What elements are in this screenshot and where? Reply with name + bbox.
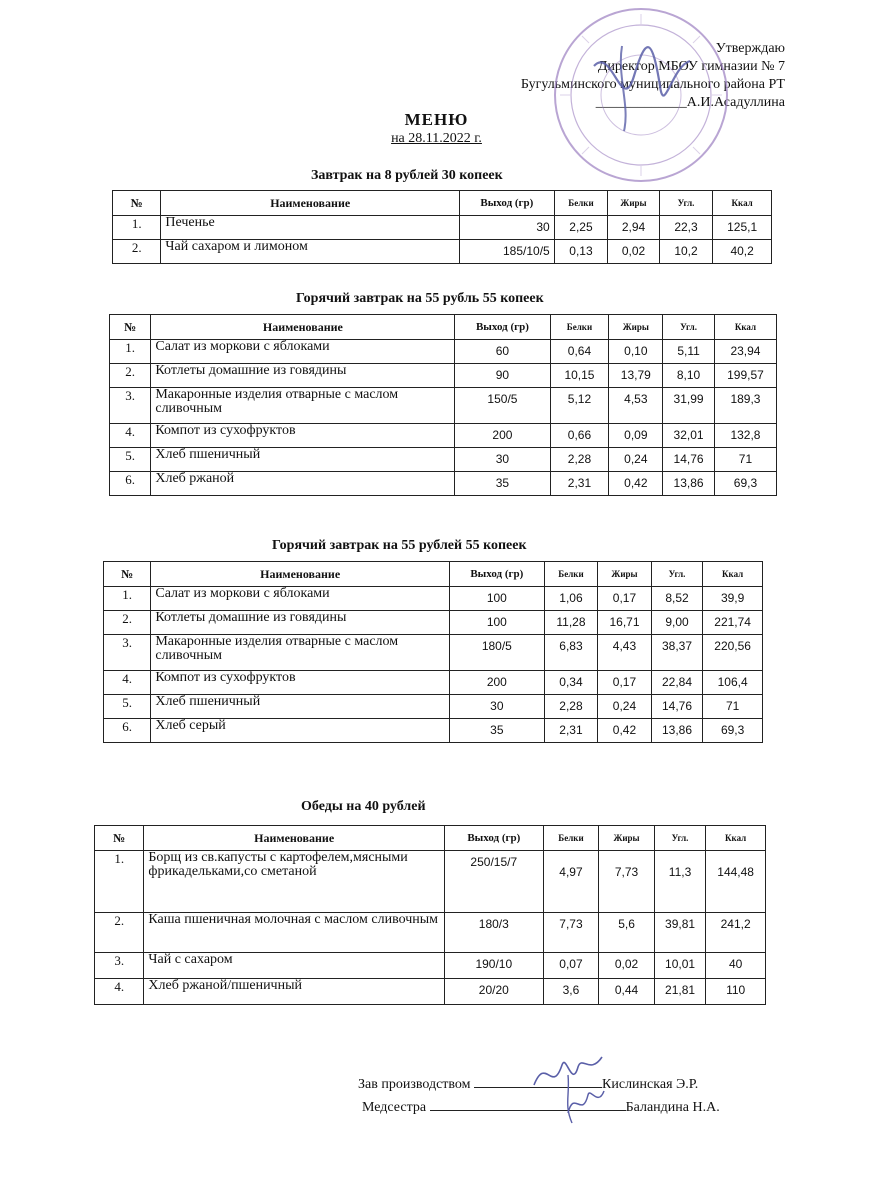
row-fat: 0,09 <box>609 424 663 448</box>
row-protein: 0,66 <box>550 424 609 448</box>
col-header-protein: Белки <box>544 562 598 587</box>
row-fat: 0,10 <box>609 340 663 364</box>
table-row <box>104 611 763 635</box>
row-name: Хлеб ржаной <box>151 472 455 496</box>
row-name: Борщ из св.капусты с картофелем,мясными фрикадельками,со сметаной <box>144 851 445 913</box>
col-header-no: № <box>113 191 161 216</box>
col-header-name: Наименование <box>144 826 445 851</box>
menu-table-hot-breakfast-2 <box>103 561 763 743</box>
row-carbs: 31,99 <box>663 388 715 424</box>
table-row <box>110 388 777 424</box>
row-yield: 30 <box>460 216 555 240</box>
row-fat: 0,24 <box>598 695 652 719</box>
row-fat: 4,53 <box>609 388 663 424</box>
row-kcal: 40 <box>706 953 766 979</box>
row-kcal: 69,3 <box>714 472 776 496</box>
table-row <box>104 695 763 719</box>
row-yield: 180/3 <box>444 913 543 953</box>
row-carbs: 11,3 <box>654 851 705 913</box>
table-row <box>104 587 763 611</box>
row-carbs: 38,37 <box>651 635 702 671</box>
row-kcal: 69,3 <box>703 719 763 743</box>
row-kcal: 71 <box>714 448 776 472</box>
col-header-kcal: Ккал <box>714 315 776 340</box>
row-kcal: 221,74 <box>703 611 763 635</box>
row-yield: 100 <box>449 611 544 635</box>
row-carbs: 9,00 <box>651 611 702 635</box>
row-no: 6. <box>110 472 151 496</box>
approval-director: Директор МБОУ гимназии № 7 <box>597 59 785 74</box>
row-no: 2. <box>110 364 151 388</box>
row-yield: 30 <box>449 695 544 719</box>
col-header-fat: Жиры <box>608 191 659 216</box>
row-name: Макаронные изделия отварные с маслом сливочным <box>151 388 455 424</box>
col-header-no: № <box>95 826 144 851</box>
row-kcal: 189,3 <box>714 388 776 424</box>
row-fat: 5,6 <box>599 913 655 953</box>
row-protein: 0,07 <box>543 953 599 979</box>
row-name: Хлеб пшеничный <box>151 695 450 719</box>
row-kcal: 71 <box>703 695 763 719</box>
row-carbs: 10,01 <box>654 953 705 979</box>
row-fat: 2,94 <box>608 216 659 240</box>
row-carbs: 5,11 <box>663 340 715 364</box>
row-name: Каша пшеничная молочная с маслом сливочным <box>144 913 445 953</box>
row-no: 2. <box>95 913 144 953</box>
col-header-protein: Белки <box>554 191 608 216</box>
table-row <box>95 953 766 979</box>
footer-role-nurse: Медсестра <box>362 1100 427 1115</box>
row-fat: 0,42 <box>598 719 652 743</box>
menu-date: на 28.11.2022 г. <box>391 131 482 146</box>
row-no: 4. <box>110 424 151 448</box>
table-header-row <box>95 826 766 851</box>
row-no: 1. <box>113 216 161 240</box>
col-header-kcal: Ккал <box>706 826 766 851</box>
row-name: Компот из сухофруктов <box>151 671 450 695</box>
table-row <box>95 851 766 913</box>
table-row <box>110 364 777 388</box>
row-kcal: 106,4 <box>703 671 763 695</box>
col-header-yield: Выход (гр) <box>460 191 555 216</box>
row-protein: 11,28 <box>544 611 598 635</box>
row-name: Хлеб пшеничный <box>151 448 455 472</box>
row-fat: 16,71 <box>598 611 652 635</box>
row-carbs: 22,3 <box>659 216 713 240</box>
row-carbs: 14,76 <box>651 695 702 719</box>
footer-person-nurse: Баландина Н.А. <box>625 1100 720 1115</box>
col-header-no: № <box>104 562 151 587</box>
section-title-lunch: Обеды на 40 рублей <box>301 799 426 814</box>
row-carbs: 10,2 <box>659 240 713 264</box>
row-no: 3. <box>95 953 144 979</box>
row-protein: 2,31 <box>544 719 598 743</box>
row-name: Салат из моркови с яблоками <box>151 340 455 364</box>
row-fat: 0,02 <box>608 240 659 264</box>
row-fat: 7,73 <box>599 851 655 913</box>
row-carbs: 14,76 <box>663 448 715 472</box>
row-yield: 185/10/5 <box>460 240 555 264</box>
row-yield: 100 <box>449 587 544 611</box>
row-kcal: 241,2 <box>706 913 766 953</box>
row-kcal: 144,48 <box>706 851 766 913</box>
row-yield: 200 <box>449 671 544 695</box>
col-header-carbs: Угл. <box>663 315 715 340</box>
row-name: Чай сахаром и лимоном <box>161 240 460 264</box>
col-header-name: Наименование <box>151 562 450 587</box>
row-yield: 35 <box>449 719 544 743</box>
col-header-protein: Белки <box>550 315 609 340</box>
row-yield: 200 <box>455 424 550 448</box>
table-row <box>104 719 763 743</box>
row-yield: 180/5 <box>449 635 544 671</box>
row-fat: 0,24 <box>609 448 663 472</box>
row-name: Печенье <box>161 216 460 240</box>
row-protein: 10,15 <box>550 364 609 388</box>
row-protein: 0,13 <box>554 240 608 264</box>
row-protein: 6,83 <box>544 635 598 671</box>
row-name: Котлеты домашние из говядины <box>151 611 450 635</box>
row-kcal: 125,1 <box>713 216 772 240</box>
row-carbs: 22,84 <box>651 671 702 695</box>
table-row <box>95 913 766 953</box>
row-fat: 0,17 <box>598 587 652 611</box>
row-kcal: 220,56 <box>703 635 763 671</box>
official-stamp <box>552 6 730 184</box>
row-name: Макаронные изделия отварные с маслом сливочным <box>151 635 450 671</box>
row-kcal: 40,2 <box>713 240 772 264</box>
section-title-breakfast: Завтрак на 8 рублей 30 копеек <box>311 168 503 183</box>
row-name: Салат из моркови с яблоками <box>151 587 450 611</box>
col-header-carbs: Угл. <box>654 826 705 851</box>
row-name: Хлеб ржаной/пшеничный <box>144 979 445 1005</box>
table-header-row <box>104 562 763 587</box>
row-carbs: 21,81 <box>654 979 705 1005</box>
row-protein: 0,64 <box>550 340 609 364</box>
col-header-yield: Выход (гр) <box>449 562 544 587</box>
approval-signature-line: _____________А.И.Асадуллина <box>595 95 785 110</box>
table-header-row <box>110 315 777 340</box>
row-yield: 35 <box>455 472 550 496</box>
row-name: Котлеты домашние из говядины <box>151 364 455 388</box>
row-protein: 5,12 <box>550 388 609 424</box>
table-row <box>95 979 766 1005</box>
row-carbs: 8,52 <box>651 587 702 611</box>
row-kcal: 199,57 <box>714 364 776 388</box>
col-header-yield: Выход (гр) <box>455 315 550 340</box>
section-title-hot-breakfast-2: Горячий завтрак на 55 рублей 55 копеек <box>272 538 527 553</box>
row-no: 1. <box>95 851 144 913</box>
row-carbs: 13,86 <box>651 719 702 743</box>
col-header-kcal: Ккал <box>713 191 772 216</box>
row-protein: 0,34 <box>544 671 598 695</box>
table-row <box>110 448 777 472</box>
menu-title: МЕНЮ <box>404 110 469 129</box>
row-protein: 7,73 <box>543 913 599 953</box>
row-no: 5. <box>104 695 151 719</box>
footer-role-production: Зав производством <box>358 1077 471 1092</box>
row-carbs: 39,81 <box>654 913 705 953</box>
row-no: 4. <box>104 671 151 695</box>
row-no: 5. <box>110 448 151 472</box>
col-header-name: Наименование <box>161 191 460 216</box>
col-header-kcal: Ккал <box>703 562 763 587</box>
row-protein: 2,28 <box>544 695 598 719</box>
footer-person-production: Кислинская Э.Р. <box>602 1077 699 1092</box>
row-no: 3. <box>104 635 151 671</box>
menu-table-lunch <box>94 825 766 1005</box>
row-kcal: 23,94 <box>714 340 776 364</box>
table-row <box>110 340 777 364</box>
row-protein: 3,6 <box>543 979 599 1005</box>
row-carbs: 32,01 <box>663 424 715 448</box>
table-header-row <box>113 191 772 216</box>
row-yield: 250/15/7 <box>444 851 543 913</box>
row-carbs: 8,10 <box>663 364 715 388</box>
row-fat: 4,43 <box>598 635 652 671</box>
row-yield: 90 <box>455 364 550 388</box>
row-fat: 0,17 <box>598 671 652 695</box>
approval-district: Бугульминского муниципального района РТ <box>520 77 785 92</box>
section-title-hot-breakfast-1: Горячий завтрак на 55 рубль 55 копеек <box>296 291 544 306</box>
row-name: Хлеб серый <box>151 719 450 743</box>
row-fat: 0,44 <box>599 979 655 1005</box>
col-header-fat: Жиры <box>609 315 663 340</box>
table-row <box>110 424 777 448</box>
row-kcal: 132,8 <box>714 424 776 448</box>
row-protein: 2,31 <box>550 472 609 496</box>
row-name: Компот из сухофруктов <box>151 424 455 448</box>
row-kcal: 39,9 <box>703 587 763 611</box>
row-no: 2. <box>113 240 161 264</box>
table-row <box>104 671 763 695</box>
row-fat: 0,42 <box>609 472 663 496</box>
col-header-carbs: Угл. <box>659 191 713 216</box>
row-yield: 30 <box>455 448 550 472</box>
table-row <box>104 635 763 671</box>
row-no: 4. <box>95 979 144 1005</box>
col-header-protein: Белки <box>543 826 599 851</box>
table-row <box>113 240 772 264</box>
row-protein: 2,25 <box>554 216 608 240</box>
col-header-yield: Выход (гр) <box>444 826 543 851</box>
row-fat: 0,02 <box>599 953 655 979</box>
row-no: 1. <box>110 340 151 364</box>
row-carbs: 13,86 <box>663 472 715 496</box>
col-header-carbs: Угл. <box>651 562 702 587</box>
row-yield: 150/5 <box>455 388 550 424</box>
menu-table-breakfast <box>112 190 772 264</box>
row-yield: 190/10 <box>444 953 543 979</box>
row-yield: 20/20 <box>444 979 543 1005</box>
col-header-fat: Жиры <box>599 826 655 851</box>
row-protein: 4,97 <box>543 851 599 913</box>
approval-heading: Утверждаю <box>715 41 785 56</box>
col-header-name: Наименование <box>151 315 455 340</box>
row-no: 6. <box>104 719 151 743</box>
signature-nurse <box>560 1083 610 1125</box>
row-no: 2. <box>104 611 151 635</box>
col-header-no: № <box>110 315 151 340</box>
row-protein: 1,06 <box>544 587 598 611</box>
row-no: 3. <box>110 388 151 424</box>
row-protein: 2,28 <box>550 448 609 472</box>
row-kcal: 110 <box>706 979 766 1005</box>
row-no: 1. <box>104 587 151 611</box>
col-header-fat: Жиры <box>598 562 652 587</box>
menu-table-hot-breakfast-1 <box>109 314 777 496</box>
row-fat: 13,79 <box>609 364 663 388</box>
table-row <box>110 472 777 496</box>
row-name: Чай с сахаром <box>144 953 445 979</box>
row-yield: 60 <box>455 340 550 364</box>
table-row <box>113 216 772 240</box>
